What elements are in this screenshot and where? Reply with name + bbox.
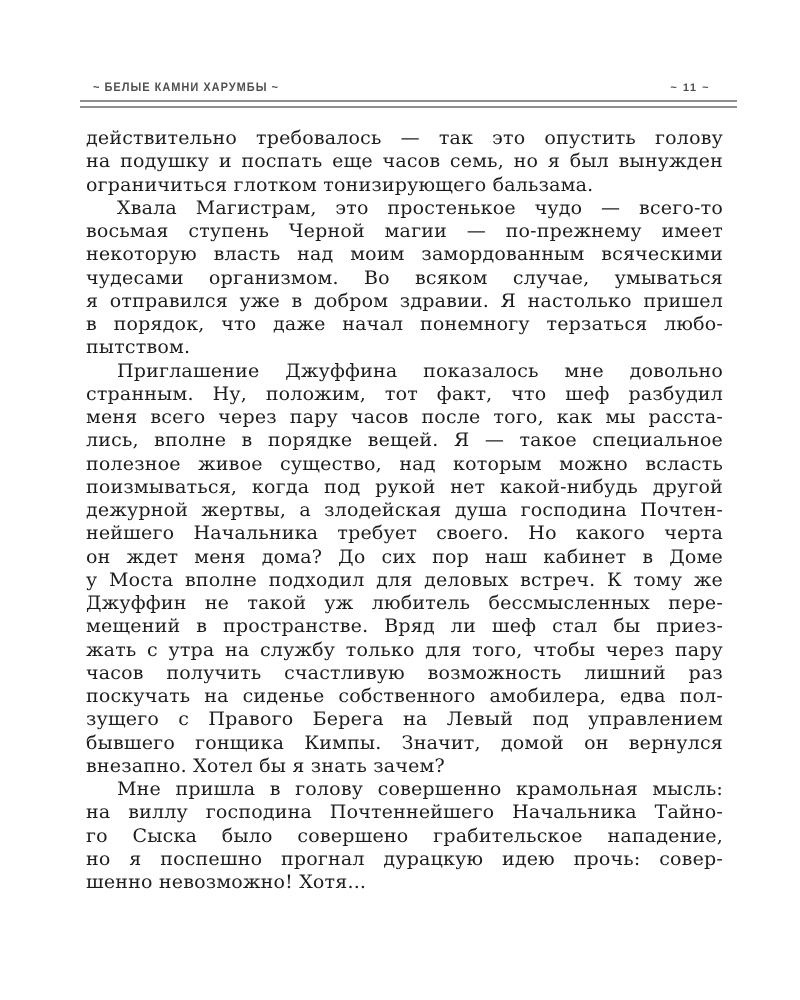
paragraph (86, 360, 723, 779)
text-line: у Моста вполне подходил для деловых встреч. К тому же (86, 568, 723, 591)
text-line: жать с утра на службу только для того, чтобы через пару (86, 638, 723, 661)
paragraph (86, 197, 723, 360)
text-line: я отправился уже в добром здравии. Я настолько пришел (86, 289, 723, 312)
text-line: часов получить счастливую возможность лишний раз (86, 661, 723, 684)
text-line: меня всего через пару часов после того, как мы расста- (86, 406, 723, 428)
running-head (93, 82, 710, 94)
text-line: мещений в пространстве. Вряд ли шеф стал бы приез- (86, 615, 723, 638)
text-line: Хвала Магистрам, это простенькое чудо — всего-то (117, 196, 723, 219)
text-line: Приглашение Джуффина показалось мне довольно (117, 359, 723, 382)
paragraph (86, 778, 723, 894)
text-line: лись, вполне в порядке вещей. Я — такое специальное (86, 429, 723, 452)
page-number: ~ 11 ~ (670, 82, 710, 94)
text-line: дежурной жертвы, а злодейская душа господина Почтен- (86, 499, 723, 521)
text-line: некоторую власть над моим замордованным всяческими (86, 243, 723, 266)
text-line: го Сыска было совершено грабительское нападение, (86, 824, 723, 847)
text-line: полезное живое существо, над которым можно всласть (86, 452, 723, 475)
text-line: на подушку и поспать еще часов семь, но я был вынужден (86, 150, 723, 173)
text-line: нейшего Начальника требует своего. Но какого черта (86, 522, 723, 545)
text-line: Джуффин не такой уж любитель бессмысленных пере- (86, 592, 723, 614)
text-line: шенно невозможно! Хотя... (86, 871, 367, 893)
text-line: он ждет меня дома? До сих пор наш кабинет в Доме (86, 545, 723, 568)
text-line: внезапно. Хотел бы я знать зачем? (86, 754, 445, 777)
text-line: пытством. (86, 336, 191, 359)
text-line: чудесами организмом. Во всяком случае, умываться (86, 266, 723, 289)
running-title: ~ БЕЛЫЕ КАМНИ ХАРУМБЫ ~ (93, 81, 279, 95)
paragraph (86, 127, 723, 197)
text-line: зущего с Правого Берега на Левый под управлением (86, 708, 723, 731)
header-divider-rule (80, 100, 737, 108)
text-line: поизмываться, когда под рукой нет какой-нибудь другой (86, 475, 723, 498)
text-line: восьмая ступень Черной магии — по-прежнему имеет (86, 220, 723, 242)
page-body (86, 127, 723, 894)
text-line: Мне пришла в голову совершенно крамольная мысль: (117, 778, 723, 800)
text-line: бывшего гонщика Кимпы. Значит, домой он вернулся (86, 731, 723, 754)
text-line: странным. Ну, положим, тот факт, что шеф разбудил (86, 382, 723, 405)
text-line: но я поспешно прогнал дурацкую идею прочь: совер- (86, 847, 723, 870)
text-line: в порядок, что даже начал понемногу терзаться любо- (86, 313, 723, 335)
text-line: поскучать на сиденье собственного амобилера, едва пол- (86, 685, 723, 707)
text-line: ограничиться глотком тонизирующего бальзама. (86, 173, 594, 196)
text-line: действительно требовалось — так это опустить голову (86, 127, 723, 149)
text-line: на виллу господина Почтеннейшего Начальника Тайно- (86, 801, 723, 824)
